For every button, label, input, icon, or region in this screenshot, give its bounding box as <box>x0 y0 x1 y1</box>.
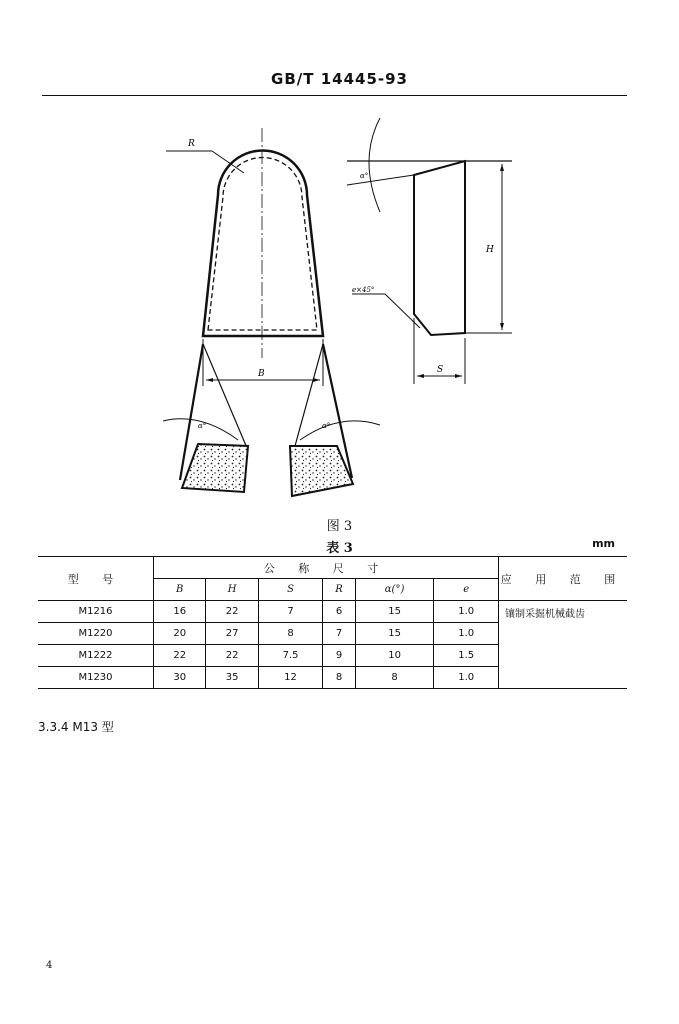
header-model: 型 号 <box>38 557 154 601</box>
cell-r: 7 <box>323 623 356 645</box>
figure-caption: 图 3 <box>326 519 353 534</box>
cell-e: 1.0 <box>434 601 499 623</box>
cell-b: 20 <box>154 623 206 645</box>
cell-s: 7.5 <box>258 645 323 667</box>
cell-application: 镶制采掘机械截齿 <box>499 601 628 689</box>
figure-3-drawing <box>0 100 679 510</box>
cell-s: 12 <box>258 667 323 689</box>
table-header-row <box>38 557 627 579</box>
cell-b: 30 <box>154 667 206 689</box>
label-s: S <box>437 365 444 375</box>
cell-h: 22 <box>206 601 258 623</box>
col-e: e <box>434 579 499 601</box>
table-row <box>38 601 627 623</box>
label-alpha-top: α° <box>360 172 369 180</box>
label-alpha-left: α° <box>198 422 207 430</box>
cell-s: 8 <box>258 623 323 645</box>
table-caption: 表 3 <box>326 541 353 556</box>
header-application: 应 用 范 围 <box>499 557 628 601</box>
right-side-view <box>290 344 380 496</box>
cell-e: 1.5 <box>434 645 499 667</box>
cell-r: 9 <box>323 645 356 667</box>
header-rule <box>42 95 627 96</box>
cell-b: 22 <box>154 645 206 667</box>
cell-h: 27 <box>206 623 258 645</box>
cell-e: 1.0 <box>434 667 499 689</box>
table-unit: mm <box>592 537 615 550</box>
label-h: H <box>486 245 494 255</box>
carbide-left <box>182 444 248 492</box>
dimension-table <box>38 556 627 689</box>
col-b: B <box>154 579 206 601</box>
leader-r-diag <box>212 151 244 173</box>
label-r: R <box>188 139 195 149</box>
cell-alpha: 8 <box>355 667 433 689</box>
header-nominal-dimensions: 公 称 尺 寸 <box>154 557 499 579</box>
tip-front-view <box>166 128 323 386</box>
left-side-view <box>163 344 248 492</box>
cell-s: 7 <box>258 601 323 623</box>
col-r: R <box>323 579 356 601</box>
cell-r: 6 <box>323 601 356 623</box>
label-chamfer: e×45° <box>352 286 375 294</box>
cell-alpha: 15 <box>355 601 433 623</box>
label-b: B <box>258 369 265 379</box>
profile-outline <box>414 161 465 335</box>
cell-b: 16 <box>154 601 206 623</box>
cell-alpha: 15 <box>355 623 433 645</box>
document-header: GB/T 14445-93 <box>271 70 408 88</box>
cell-alpha: 10 <box>355 645 433 667</box>
label-alpha-right: α° <box>322 422 331 430</box>
cell-model: M1216 <box>38 601 154 623</box>
col-h: H <box>206 579 258 601</box>
cell-h: 35 <box>206 667 258 689</box>
tip-outline <box>203 151 323 337</box>
cell-model: M1230 <box>38 667 154 689</box>
cell-model: M1220 <box>38 623 154 645</box>
col-alpha: α(°) <box>355 579 433 601</box>
page-number: 4 <box>46 960 53 971</box>
side-profile-view <box>347 118 512 384</box>
section-heading: 3.3.4 M13 型 <box>38 720 114 734</box>
col-s: S <box>258 579 323 601</box>
cell-model: M1222 <box>38 645 154 667</box>
carbide-right <box>290 446 353 496</box>
cell-r: 8 <box>323 667 356 689</box>
cell-e: 1.0 <box>434 623 499 645</box>
cell-h: 22 <box>206 645 258 667</box>
tip-inner-dashed <box>208 158 317 331</box>
